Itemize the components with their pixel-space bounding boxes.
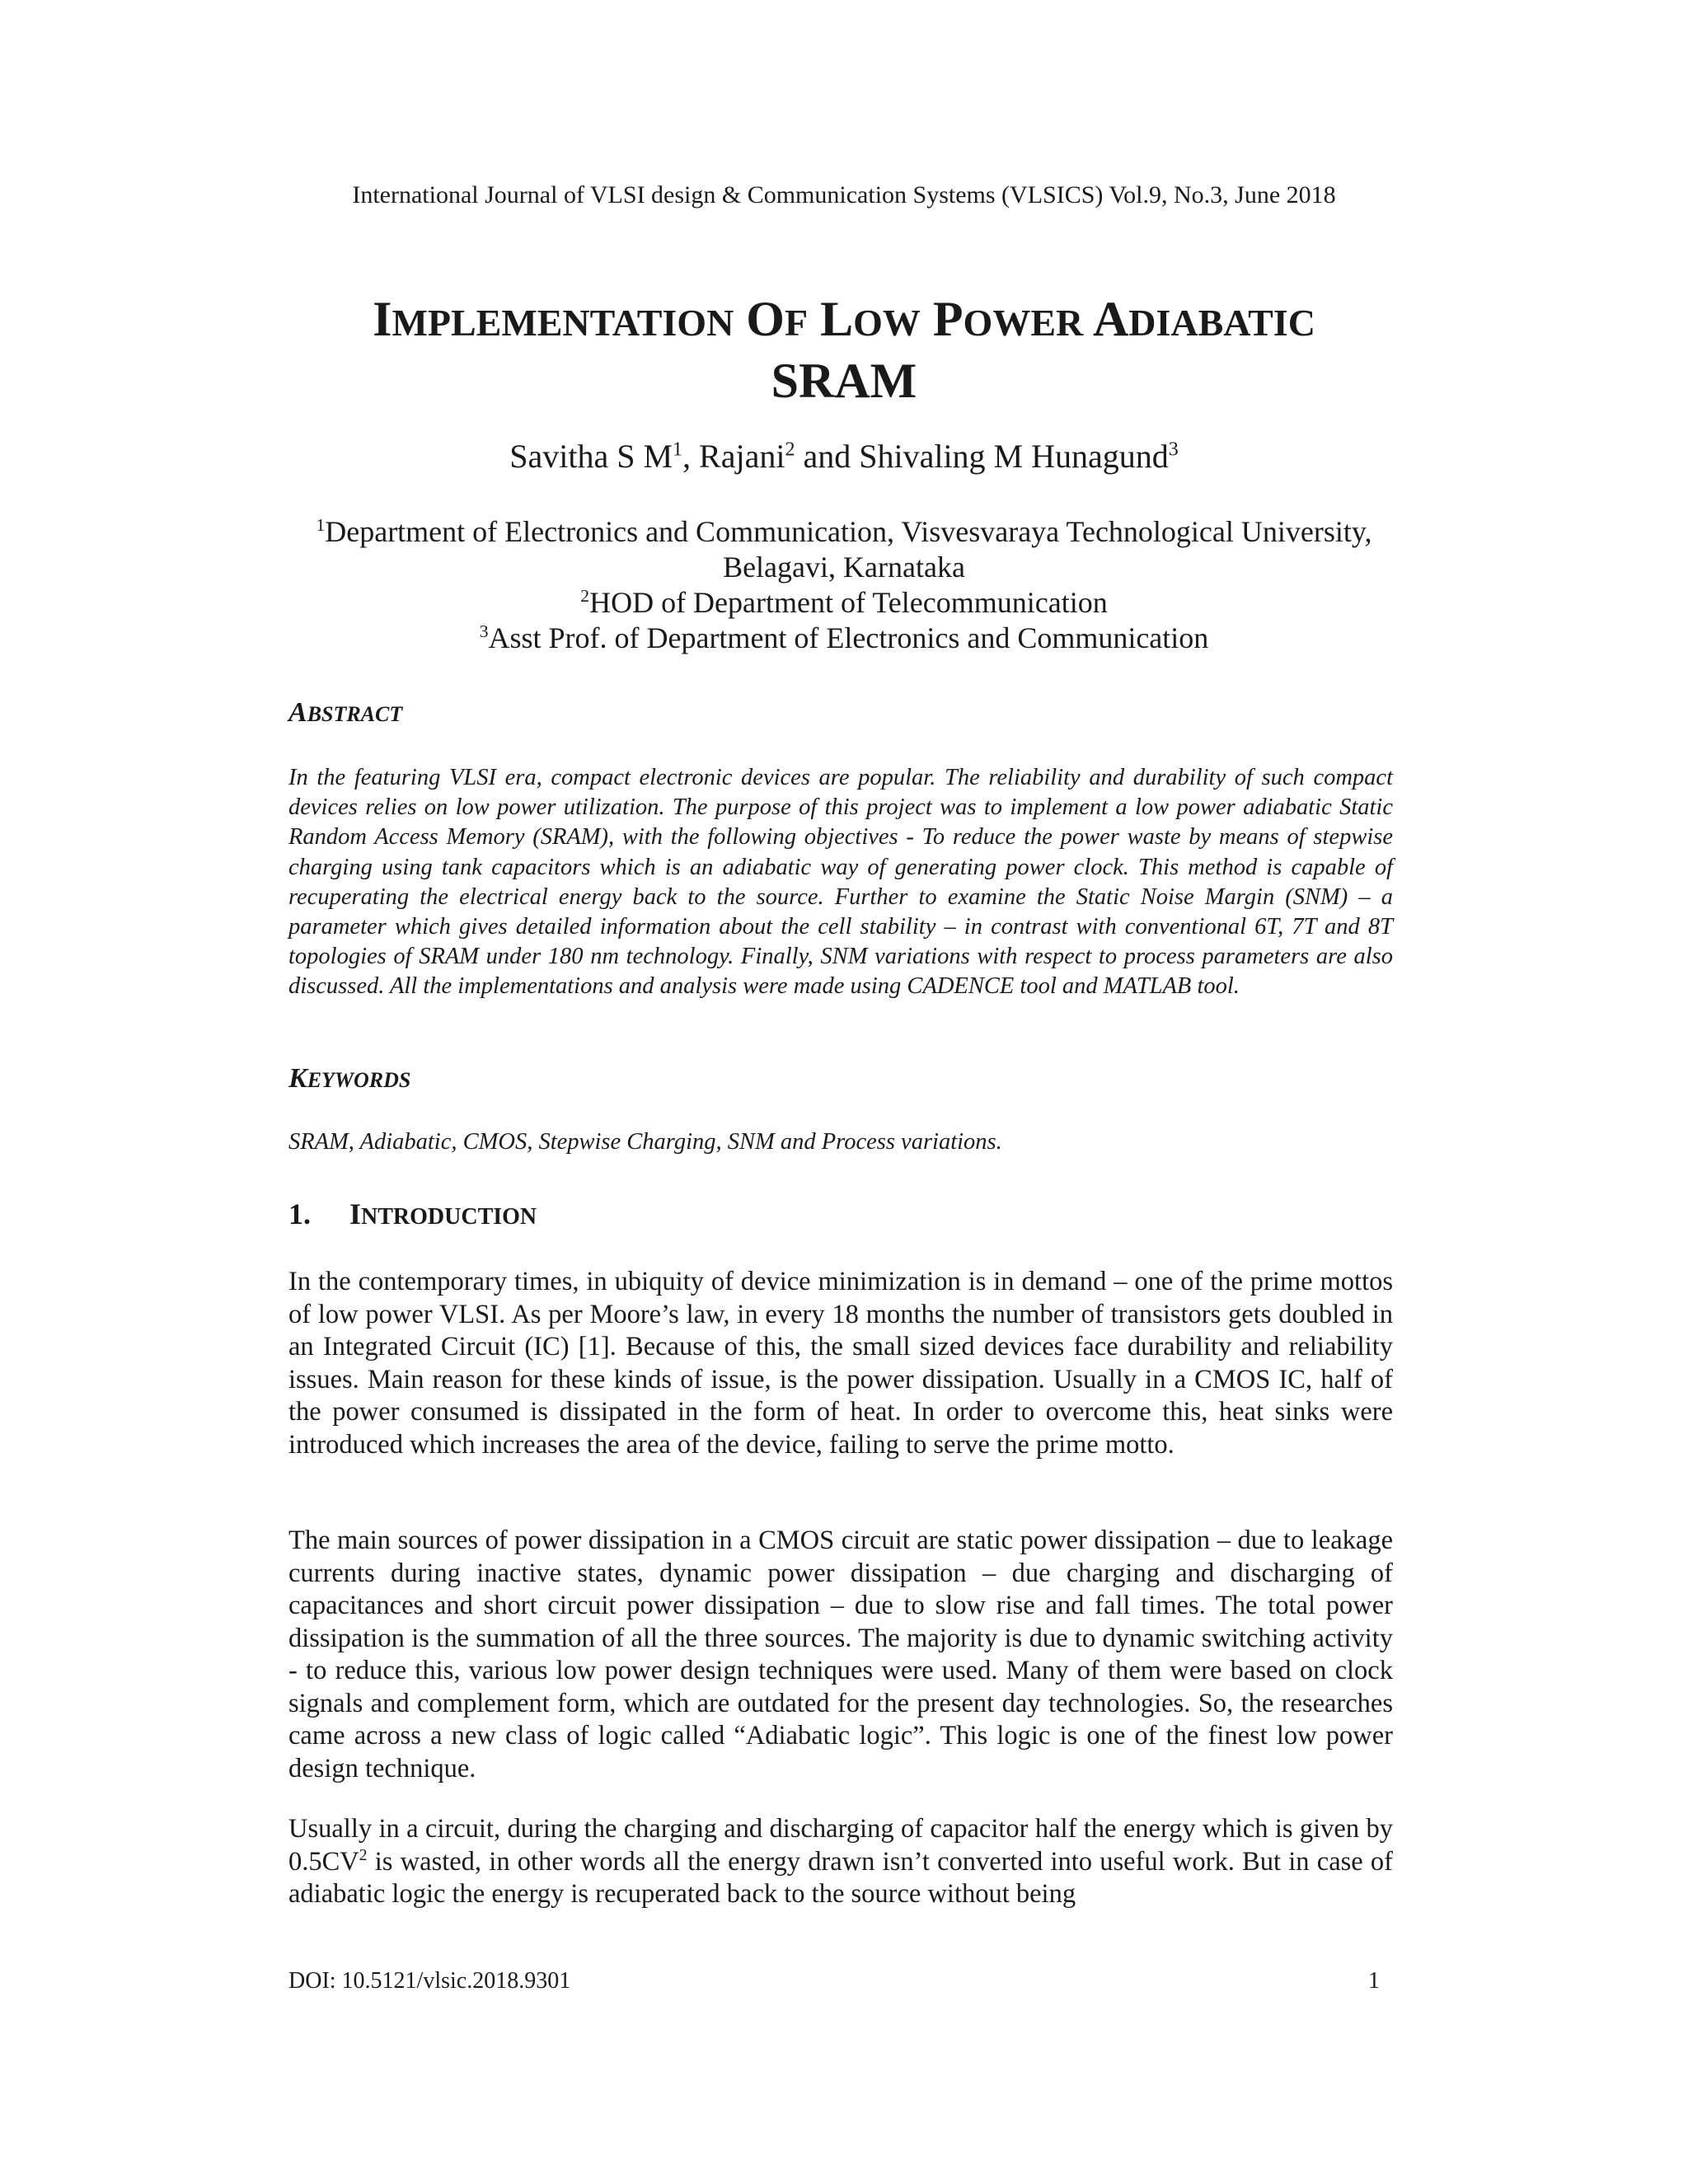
title-line-2: SRAM: [771, 354, 917, 408]
introduction-heading: 1. INTRODUCTION: [288, 1197, 537, 1230]
intro-paragraph-2: The main sources of power dissipation in a CMOS circuit are static power dissipation – due to leakage currents during inactive states, dynamic power dissipation – due charging and discharging of capacitances and short circuit power dissipation – due to slow rise and fall times. The total power dissipation is the summation of all the three sources. The majority is due to dynamic switching activity - to reduce this, various low power design techniques were used. Many of them were based on clock signals and complement form, which are outdated for the present day technologies. So, the researches came across a new class of logic called “Adiabatic logic”. This logic is one of the finest low power design technique.: [288, 1526, 1393, 1783]
affiliation-list: [0, 514, 1688, 656]
author-name: Rajani: [699, 438, 785, 475]
title-word: LOW: [820, 292, 921, 346]
author-affil-marker: 2: [785, 438, 795, 461]
intro-paragraph-3: Usually in a circuit, during the charging and discharging of capacitor half the energy which is given by $0.5CV^2$ is wasted, in other words all the energy drawn isn’t converted into useful work. But in case of adiabatic logic the energy is recuperated back to the source without being: [288, 1814, 1393, 1909]
author-name: Shivaling M Hunagund: [859, 438, 1169, 475]
abstract-text: In the featuring VLSI era, compact electronic devices are popular. The reliability and durability of such compact devices relies on low power utilization. The purpose of this project was to implement a low power adiabatic Static Random Access Memory (SRAM), with the following objectives - To reduce the power waste by means of stepwise charging using tank capacitors which is an adiabatic way of generating power clock. This method is capable of recuperating the electrical energy back to the source. Further to examine the Static Noise Margin (SNM) – a parameter which gives detailed information about the cell stability – in contrast with conventional 6T, 7T and 8T topologies of SRAM under 180 nm technology. Finally, SNM variations with respect to process parameters are also discussed. All the implementations and analysis were made using CADENCE tool and MATLAB tool.: [288, 765, 1393, 1000]
affiliation-line: Belagavi, Karnataka: [723, 551, 965, 583]
affiliation-line: $^1$Department of Electronics and Communication, Visvesvaraya Technological University,: [316, 515, 1372, 548]
title-line-1: [0, 290, 1688, 352]
author-affil-marker: 3: [1168, 438, 1179, 461]
author-list: [0, 437, 1688, 476]
keywords-heading: KEYWORDS: [288, 1063, 411, 1094]
page-number: 1: [1368, 1968, 1380, 1994]
title-word: POWER: [932, 292, 1084, 346]
author-separator: ,: [682, 438, 700, 475]
affiliation-line: $^3$Asst Prof. of Department of Electronics and Communication: [479, 621, 1209, 654]
affiliation-line: $^2$HOD of Department of Telecommunication: [580, 586, 1108, 619]
intro-paragraph-1: In the contemporary times, in ubiquity of device minimization is in demand – one of the prime mottos of low power VLSI. As per Moore’s law, in every 18 months the number of transistors gets doubled in an Integrated Circuit (IC) [1]. Because of this, the small sized devices face durability and reliability issues. Main reason for these kinds of issue, is the power dissipation. Usually in a CMOS IC, half of the power consumed is dissipated in the form of heat. In order to overcome this, heat sinks were introduced which increases the area of the device, failing to serve the prime motto.: [288, 1267, 1393, 1460]
footer-doi: DOI: 10.5121/vlsic.2018.9301: [288, 1968, 571, 1994]
title-word: IMPLEMENTATION: [373, 292, 734, 346]
title-word: OF: [746, 292, 809, 346]
author-name: Savitha S M: [509, 438, 673, 475]
title-word: ADIABATIC: [1092, 292, 1315, 346]
keywords-text: SRAM, Adiabatic, CMOS, Stepwise Charging, SNM and Process variations.: [288, 1129, 1002, 1155]
section-number: 1.: [288, 1197, 311, 1230]
abstract-heading: ABSTRACT: [288, 697, 403, 728]
author-affil-marker: 1: [673, 438, 683, 461]
author-separator: and: [795, 438, 860, 475]
paper-title: [0, 290, 1688, 410]
journal-header: International Journal of VLSI design & Communication Systems (VLSICS) Vol.9, No.3, June 2018: [352, 181, 1336, 209]
